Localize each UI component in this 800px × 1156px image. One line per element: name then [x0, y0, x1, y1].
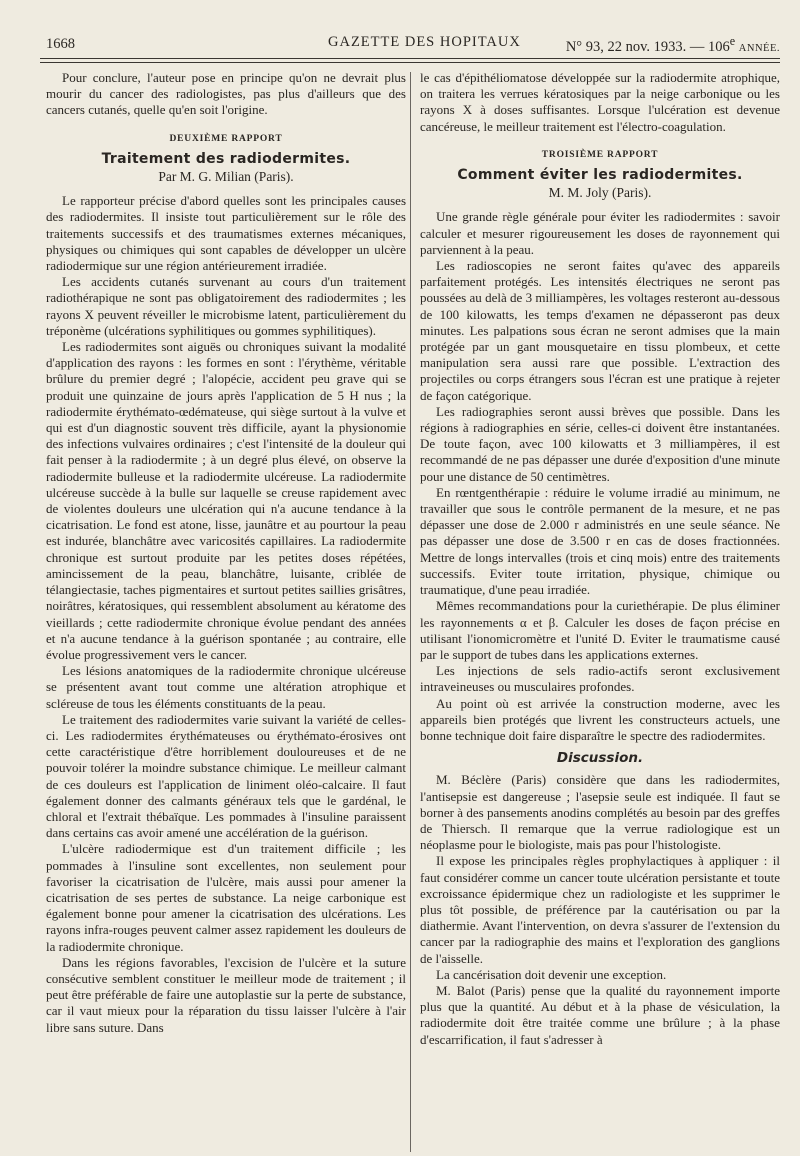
paragraph: Les radioscopies ne seront faites qu'avec des appareils parfaitement protégés. Les intensités électriques ne seront pas poussées au delà de 3 milliampères, les voltages resteront au-dessous de 100 kilowatts, les temps d'examen ne dépasseront pas deux minutes. Les palpations sous écran ne seront admises que la main protégée par un gant mousquetaire en tissu plombeux, et cette manipulation sera aussi rare que possible. L'extraction des projectiles ou corps étrangers sous l'écran est une pratique à rejeter de façon catégorique. — [420, 258, 780, 403]
paragraph: Les radiographies seront aussi brèves que possible. Dans les régions à radiographies en série, celles-ci doivent être instantanées. De toute façon, avec 100 kilowatts et 3 milliampères, il est recommandé de ne pas dépasser une durée d'exposition d'une minute pour une distance de 50 centimètres. — [420, 403, 780, 484]
paragraph: Le traitement des radiodermites varie suivant la variété de celles-ci. Les radiodermites érythémateuses ou érythémato-érosives ont cette caractéristique d'être horriblement douloureuses et de ne pouvoir tolérer la moindre substance chimique. Le meilleur calmant de ces douleurs est l'application de liniment oléo-calcaire. Il faut également donner des calmants généraux tels que le gardénal, le chloral et l'extrait thébaïque. Les pommades à l'insuline paraissent dans certains cas avoir amené une accélération de la guérison. — [46, 711, 406, 841]
paragraph: Mêmes recommandations pour la curiethérapie. De plus éliminer les rayonnements α et β. Calculer les doses de façon précise en utilisant l'ionomicromètre et l'unité D. Eviter le traumatisme causé par le support de tubes dans les applications externes. — [420, 598, 780, 662]
journal-title: GAZETTE DES HOPITAUX — [328, 34, 521, 50]
header-rule-top — [40, 58, 780, 59]
header-rule-bottom — [40, 62, 780, 63]
paragraph: Les accidents cutanés survenant au cours d'un traitement radiothérapique ne sont pas obligatoirement des radiodermites ; les rayons X peuvent réveiller le microbisme latent, particulièrement du tréponème (ulcérations syphilitiques ou gommes syphilitiques). — [46, 274, 406, 338]
paragraph: Les injections de sels radio-actifs seront exclusivement intraveineuses ou musculaires profondes. — [420, 663, 780, 695]
page-number: 1668 — [46, 36, 75, 52]
report-label: TROISIÈME RAPPORT — [541, 149, 659, 160]
issue-year-label: ANNÉE. — [738, 42, 780, 54]
paragraph: Une grande règle générale pour éviter les radiodermites : savoir calculer et mesurer rigoureusement les doses de rayonnement qui parviennent à la peau. — [420, 209, 780, 257]
left-column — [46, 70, 406, 1036]
issue-text: N° 93, 22 nov. 1933. — 106 — [565, 38, 730, 55]
page-header — [40, 30, 780, 54]
discussion-title: Discussion. — [556, 750, 644, 767]
paragraph: M. Béclère (Paris) considère que dans les radiodermites, l'antisepsie est dangereuse ; l'asepsie seule est indiquée. Il faut se borner à des pansements anodins complétés au besoin par des greffes de Thiersch. Il remarque que la verrue radiologique est un néoplasme pour le biologiste, mais pas pour l'histologiste. — [420, 772, 780, 853]
right-column — [420, 70, 780, 1048]
paragraph: M. Balot (Paris) pense que la qualité du rayonnement importe plus que la quantité. Au début et à la phase de vésiculation, la radiodermite doit être traitée comme une brûlure ; à la phase d'escarrification, il faut s'adresser à — [420, 982, 780, 1047]
paragraph-continued: le cas d'épithéliomatose développée sur la radiodermite atrophique, on traitera les verrues kératosiques par la neige carbonique ou les rayons X à doses suffisantes. Lorsque l'ulcération est devenue cancéreuse, le meilleur traitement est l'électro-coagulation. — [420, 70, 780, 134]
report-title: Traitement des radiodermites. — [101, 150, 351, 167]
paragraph: L'ulcère radiodermique est d'un traitement difficile ; les pommades à l'insuline sont excellentes, non seulement pour favoriser la cicatrisation de l'ulcère, mais aussi pour amener la cicatrisation de ses pertes de substance. La neige carbonique est également bonne pour amener la cicatrisation des ulcérations. Les rayons infra-rouges peuvent calmer assez rapidement les douleurs de la radiodermite chronique. — [46, 841, 406, 954]
column-separator — [410, 72, 411, 1152]
paragraph: Les radiodermites sont aiguës ou chroniques suivant la modalité d'application des rayons : les formes en sont : l'érythème, véritable brûlure du premier degré ; l'alopécie, accident peu grave qui se produit une quinzaine de jours après l'application de 5 H nus ; la radiodermite érythémato-œdémateuse, qui siège surtout à la vulve et qui est d'un diagnostic souvent très difficile, ayant la physionomie des infections vulvaires ordinaires ; c'est l'intensité de la douleur qui fait penser à la radiodermite ; à un degré plus élevé, on observe la radiodermite bulleuse et la radiodermite ulcéreuse. La radiodermite ulcéreuse succède à la bulle sur laquelle se creuse rapidement avec de violentes douleurs une ulcération qui n'a aucune tendance à la cicatrisation. Le fond est atone, lisse, jaunâtre et au pourtour la peau est indurée, blanchâtre avec varicosités capillaires. La radiodermite chronique est surtout produite par les petites doses répétées, amincissement de la peau, blanchâtre, luisante, criblée de télangiectasie, taches pigmentaires et surtout petites saillies grisâtres, noirâtres, kératosiques, qui ressemblent absolument au kératome des vieillards ; cette radiodermite chronique évolue pendant des années et n'a aucune tendance à la guérison spontanée ; au contraire, elle évolue progressivement vers le cancer. — [46, 339, 406, 662]
paragraph: Au point où est arrivée la construction moderne, avec les appareils bien protégés que livrent les constructeurs actuels, une bonne technique doit faire disparaître le spectre des radiodermites. — [420, 695, 780, 743]
report-label: DEUXIÈME RAPPORT — [169, 133, 283, 144]
issue-info — [566, 34, 780, 56]
paragraph-intro: Pour conclure, l'auteur pose en principe qu'on ne devrait plus mourir du cancer des radiologistes, pas plus d'ailleurs que des cancers cutanés, quelle qu'en soit l'origine. — [46, 70, 406, 118]
report-title: Comment éviter les radiodermites. — [457, 167, 743, 184]
paragraph: La cancérisation doit devenir une exception. — [436, 966, 667, 982]
paragraph: Les lésions anatomiques de la radiodermite chronique ulcéreuse se présentent avant tout comme une altération atrophique et scléreuse de tous les éléments constituants de la peau. — [46, 663, 406, 711]
report-author: Par M. G. Milian (Paris). — [158, 169, 294, 185]
paragraph: Le rapporteur précise d'abord quelles sont les principales causes des radiodermites. Il insiste tout particulièrement sur le rôle des traitements successifs et des traumatismes externes mécaniques, physiques ou chimiques qui sont capables de développer un ulcère radiodermique sur une région antérieurement irradiée. — [46, 193, 406, 274]
paragraph: Il expose les principales règles prophylactiques à appliquer : il faut considérer comme un cancer toute ulcération persistante et toute excroissance épidermique chez un radiologiste et les supprimer le plus tôt possible, de préférence par la cautérisation ou par la diathermie. Avant l'intervention, on devra s'assurer de l'extension du cancer par la radiographie des mains et l'exploration des ganglions de l'aisselle. — [420, 853, 780, 966]
paragraph: Dans les régions favorables, l'excision de l'ulcère et la suture consécutive semblent constituer le meilleur mode de traitement ; il peut être préférable de faire une autoplastie sur la perte de substance, car il vaut mieux pour la réparation du tissu laisser l'ulcère à l'air libre sans suture. Dans — [46, 954, 406, 1035]
issue-sup: e — [729, 34, 736, 48]
report-author: M. M. Joly (Paris). — [548, 185, 652, 201]
paragraph: En rœntgenthérapie : réduire le volume irradié au minimum, ne travailler que sous le contrôle permanent de la mesure, et ne pas dépasser une dose de 2.000 r administrés en une seule séance. Ne pas dépasser une dose de 3.500 r en cas de doses fractionnées. Mettre de longs intervalles (trois et cinq mois) entre des traitements successifs. Eviter toute irritation, physique, chimique ou traumatique, d'une peau irradiée. — [420, 484, 780, 598]
